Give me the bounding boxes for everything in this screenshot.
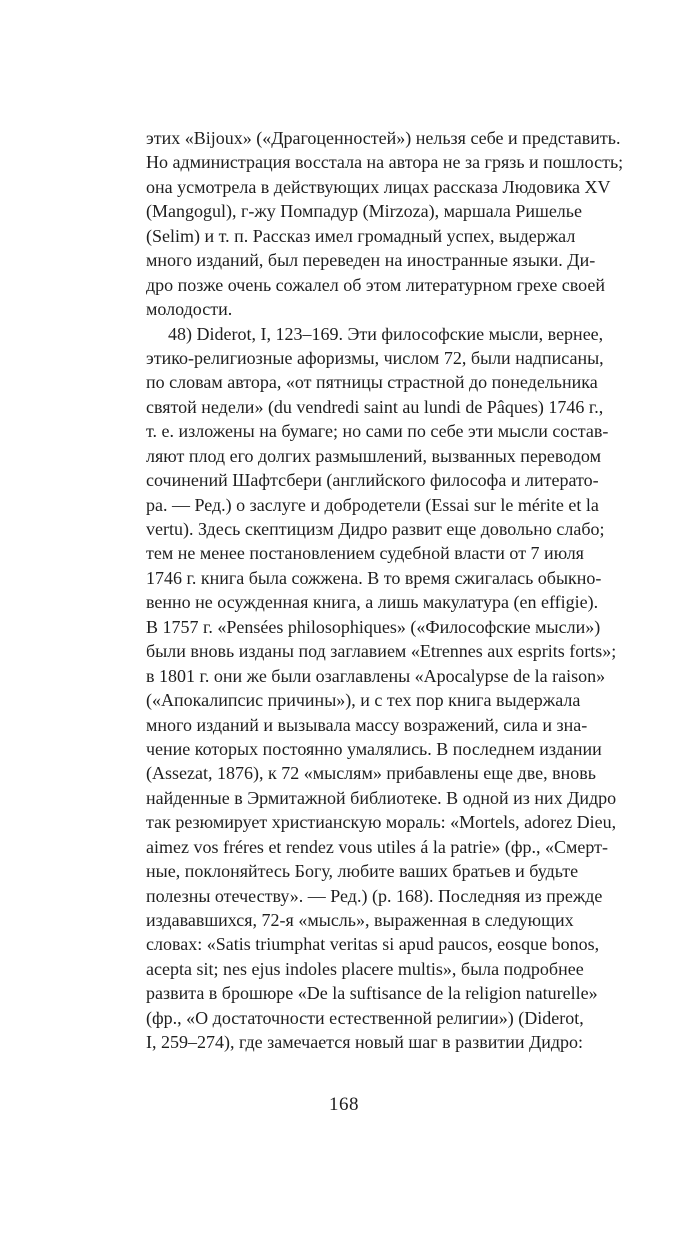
text-line: словах: «Satis triumphat veritas si apud paucos, eosque bonos, [146, 934, 600, 955]
page-number: 168 [329, 1094, 359, 1115]
text-line: В 1757 г. «Pensées philosophiques» («Философские мысли») [146, 616, 601, 637]
text-line: aimez vos fréres et rendez vous utiles á la patrie» (фр., «Смерт- [146, 836, 609, 857]
text-line: (Selim) и т. п. Рассказ имел громадный успех, выдержал [146, 225, 576, 246]
text-line: много изданий, был переведен на иностранные языки. Ди- [146, 250, 596, 271]
text-line: (Assezat, 1876), к 72 «мыслям» прибавлены еще две, вновь [146, 763, 596, 784]
text-line: (Mangogul), г-жу Помпадур (Mirzoza), маршала Ришелье [146, 201, 582, 222]
text-line: чение которых постоянно умалялись. В последнем издании [146, 738, 602, 759]
text-line: т. е. изложены на бумаге; но сами по себе эти мысли состав- [146, 421, 609, 442]
text-line: издававшихся, 72-я «мысль», выраженная в следующих [146, 910, 574, 930]
text-line: были вновь изданы под заглавием «Etrennes aux esprits forts»; [146, 641, 617, 662]
text-line: («Апокалипсис причины»), и с тех пор книга выдержала [146, 690, 581, 711]
text-line: так резюмирует христианскую мораль: «Mortels, adorez Dieu, [146, 812, 617, 833]
text-line: полезны отечеству». — Ред.) (р. 168). Последняя из прежде [146, 885, 603, 906]
text-line: этико-религиозные афоризмы, числом 72, были надписаны, [146, 347, 604, 368]
footnote-start-line: 48) Diderot, I, 123–169. Эти философские мысли, вернее, [168, 323, 604, 344]
text-line: (фр., «О достаточности естественной религии») (Diderot, [146, 1007, 584, 1028]
text-line: развита в брошюре «De la suftisance de la religion naturelle» [146, 983, 598, 1004]
body-text [146, 126, 624, 1055]
text-line: I, 259–274), где замечается новый шаг в развитии Дидро: [146, 1032, 584, 1053]
text-line: acepta sit; nes ejus indoles placere multis», была подробнее [146, 958, 584, 979]
text-line: 1746 г. книга была сожжена. В то время сжигалась обыкно- [146, 567, 602, 588]
text-line: много изданий и вызывала массу возражений, сила и зна- [146, 714, 588, 735]
text-line: Но администрация восстала на автора не за грязь и пошлость; [146, 152, 624, 173]
text-line: дро позже очень сожалел об этом литературном грехе своей [146, 274, 606, 295]
text-line: ные, поклоняйтесь Богу, любите ваших братьев и будьте [146, 861, 579, 882]
text-line: венно не осужденная книга, а лишь макулатура (en effigie). [146, 592, 599, 613]
text-line: она усмотрела в действующих лицах рассказа Людовика XV [146, 176, 611, 197]
text-line: vertu). Здесь скептицизм Дидро развит еще довольно слабо; [146, 519, 605, 539]
text-line: найденные в Эрмитажной библиотеке. В одной из них Дидро [146, 787, 617, 808]
text-line: молодости. [146, 299, 233, 320]
text-line: в 1801 г. они же были озаглавлены «Apocalypse de la raison» [146, 665, 606, 686]
text-line: ляют плод его долгих размышлений, вызванных переводом [146, 445, 601, 466]
text-line: сочинений Шафтсбери (английского философа и литерато- [146, 470, 599, 491]
text-line: по словам автора, «от пятницы страстной до понедельника [146, 372, 598, 393]
text-line: ра. — Ред.) о заслуге и добродетели (Essai sur le mérite et la [146, 494, 599, 515]
text-line: тем не менее постановлением судебной власти от 7 июля [146, 543, 584, 564]
text-line: этих «Bijoux» («Драгоценностей») нельзя себе и представить. [146, 128, 621, 148]
text-line: святой недели» (du vendredi saint au lundi de Pâques) 1746 г., [146, 396, 604, 417]
